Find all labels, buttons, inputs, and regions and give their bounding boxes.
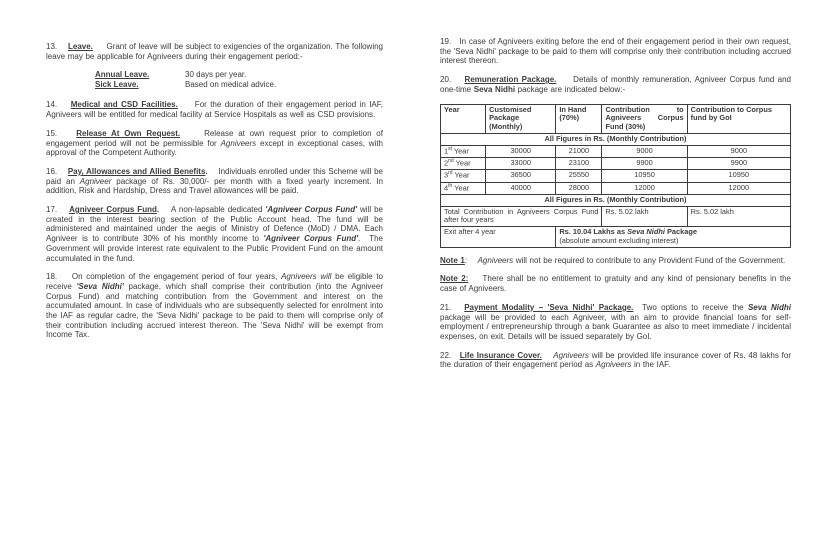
total-contribution-label: Total Contribution in Agniveers Corpus Fund after four years — [441, 206, 602, 227]
paragraph-20-remuneration-package — [440, 75, 791, 94]
text-segment: Agniveer — [79, 176, 112, 186]
text-segment: Leave. — [67, 42, 93, 51]
col-header-customised-package: Customised Package (Monthly) — [486, 104, 556, 133]
text-segment: 14. — [46, 100, 71, 110]
leave-entitlement-value: 30 days per year. — [185, 70, 247, 80]
text-segment: Life Insurance Cover. — [459, 350, 542, 360]
text-segment: . The Government will provide interest rate equivalent to the Public Provident Fund on the amount accumulated in the fund. — [46, 234, 384, 263]
text-segment: Release at own request prior to completion of engagement period will not be permissible for — [46, 128, 383, 148]
text-segment: in the IAF. — [631, 360, 671, 370]
paragraph-19-exit-before-end — [440, 37, 791, 66]
paragraph-16-pay-allowances — [46, 167, 383, 196]
text-segment: Agniveers will — [281, 272, 332, 282]
right-page-column — [440, 37, 791, 379]
text-segment: 20. — [440, 75, 465, 85]
text-segment: Note 2: — [440, 274, 469, 284]
text-segment: be eligible to receive — [46, 272, 383, 291]
text-segment: 15. — [46, 128, 77, 138]
text-segment: Agniveer Corpus Fund — [69, 205, 157, 215]
text-segment: will not be required to contribute to any Provident Fund of the Government. — [513, 255, 786, 265]
cell-corpus-goi: 9900 — [687, 157, 790, 169]
text-segment — [542, 351, 553, 360]
text-segment: 16. — [46, 166, 68, 176]
cell-corpus-goi: 9000 — [687, 145, 790, 157]
col-header-contribution-goi: Contribution to Corpus fund by GoI — [687, 104, 790, 133]
table-row — [441, 145, 791, 157]
text-segment: There shall be no entitlement to gratuity and any kind of pensionary benefits in the case of Agniveers. — [440, 274, 792, 294]
leave-type-label: Annual Leave. — [95, 70, 150, 80]
cell-corpus-goi: 12000 — [687, 182, 790, 194]
paragraph-14-medical-csd — [46, 100, 383, 119]
text-segment: Payment Modality – 'Seva Nidhi' Package. — [464, 302, 634, 312]
text-segment: Individuals enrolled under this Scheme will be paid an — [46, 166, 383, 186]
text-segment: package will be provided to each Agniveer, with an aim to provide financial loans for self-employment / entrepreneurship through a bank Guarantee as also to meet immediate / incidental expenses, on exit. Details will be issued separately by GoI. — [440, 312, 791, 341]
cell-package: 33000 — [486, 157, 556, 169]
text-segment: : — [464, 255, 478, 265]
cell-in-hand: 21000 — [556, 145, 602, 157]
table-row — [441, 170, 791, 182]
table-subheader-row-2 — [441, 194, 791, 206]
table-subheader-row — [441, 133, 791, 145]
text-segment: 13. — [46, 42, 68, 51]
text-segment: Agniveers — [220, 138, 257, 148]
text-segment: except in exceptional cases, with approval of the Competent Authority. — [46, 138, 384, 158]
text-segment: Two options to receive the — [633, 302, 748, 312]
exit-row-value — [556, 227, 791, 248]
total-contribution-value-b: Rs. 5.02 lakh — [687, 206, 790, 227]
text-segment: 19. In case of Agniveers exiting before the end of their engagement period in their own request, the 'Seva Nidhi' package to be paid to them will comprise only their contribution including accrued interest thereon. — [440, 37, 791, 66]
exit-row-label: Exit after 4 year — [441, 227, 556, 248]
text-segment: 18. On completion of the engagement period of four years, — [46, 272, 282, 282]
text-segment: 'Agniveer Corpus Fund' — [263, 234, 359, 244]
cell-corpus-30: 9000 — [602, 145, 687, 157]
exit-row — [441, 227, 791, 248]
exit-row-note: (absolute amount excluding interest) — [559, 235, 679, 245]
table-subheader-2: All Figures in Rs. (Monthly Contribution) — [441, 194, 791, 206]
seva-nidhi-label: Seva Nidhi — [627, 227, 665, 237]
text-segment: Grant of leave will be subject to exigencies of the organization. The following leave may be applicable for Agniveers during their engagement period:- — [46, 42, 383, 61]
cell-year: 4th Year — [441, 182, 486, 194]
paragraph-13-leave — [46, 42, 383, 61]
leave-type-label: Sick Leave. — [95, 80, 139, 90]
table-subheader: All Figures in Rs. (Monthly Contribution) — [441, 133, 791, 145]
cell-corpus-30: 10950 — [602, 170, 687, 182]
text-segment: Note 1 — [440, 255, 465, 265]
col-header-year: Year — [441, 104, 486, 133]
table-row — [441, 182, 791, 194]
col-header-in-hand: In Hand (70%) — [556, 104, 602, 133]
text-segment: Remuneration Package. — [464, 75, 557, 85]
text-segment: package of Rs. 30,000/- per month with a fixed yearly increment. In addition, Risk and Hardship, Dress and Travel allowances will be paid. — [46, 176, 383, 196]
note-2 — [440, 274, 791, 293]
text-segment: will be provided life insurance cover of Rs. 48 lakhs for the duration of their engagement period as — [440, 350, 792, 370]
table-row — [441, 157, 791, 169]
paragraph-17-agniveer-corpus-fund — [46, 205, 383, 263]
leave-entitlement-value: Based on medical advice. — [185, 80, 277, 90]
text-segment: For the duration of their engagement period in IAF, Agniveers will be entitled for medical facility at Service Hospitals as well as CSD provisions. — [46, 100, 383, 120]
note-1 — [440, 256, 791, 266]
remuneration-table — [440, 104, 791, 248]
text-segment: 21. — [440, 302, 465, 312]
text-segment: Details of monthly remuneration, Agniveer Corpus fund and one-time — [440, 75, 791, 94]
text-segment: will be created in the interest bearing section of the Public Account head. The fund will be administered and maintained under the aegis of Ministry of Defence (MoD) / DMA. Each Agniveer is to contribute 30% of his monthly income to — [46, 205, 383, 244]
paragraph-15-release-own-request — [46, 129, 383, 158]
text-segment: . — [205, 166, 208, 176]
text-segment: Agniveers — [595, 360, 632, 370]
total-contribution-row — [441, 206, 791, 227]
leave-row — [95, 80, 383, 90]
cell-in-hand: 23100 — [556, 157, 602, 169]
text-segment: Medical and CSD Facilities. — [70, 100, 178, 110]
leave-list — [95, 70, 383, 90]
cell-corpus-goi: 10950 — [687, 170, 790, 182]
col-header-contribution-corpus: Contribution to Agniveers Corpus Fund (30%) — [602, 104, 687, 133]
text-segment: 'Seva Nidhi' — [76, 281, 124, 291]
text-segment: Seva Nidhi — [473, 84, 516, 94]
cell-year: 1st Year — [441, 145, 486, 157]
paragraph-22-life-insurance — [440, 351, 791, 370]
text-segment: Pay, Allowances and Allied Benefits — [67, 166, 206, 176]
leave-row — [95, 70, 383, 80]
text-segment: package are indicated below:- — [515, 84, 626, 94]
cell-package: 36500 — [486, 170, 556, 182]
text-segment: Agniveers — [477, 255, 514, 265]
cell-package: 40000 — [486, 182, 556, 194]
text-segment: . — [156, 205, 160, 215]
text-segment: Agniveers — [553, 350, 589, 360]
cell-corpus-30: 12000 — [602, 182, 687, 194]
cell-year: 3rd Year — [441, 170, 486, 182]
cell-in-hand: 25550 — [556, 170, 602, 182]
total-contribution-value-a: Rs. 5.02 lakh — [602, 206, 687, 227]
text-segment: 'Agniveer Corpus Fund' — [265, 205, 357, 215]
text-segment: Seva Nidhi — [747, 302, 791, 312]
cell-corpus-30: 9900 — [602, 157, 687, 169]
left-page-column — [46, 42, 383, 349]
paragraph-21-payment-modality — [440, 303, 791, 342]
table-header-row — [441, 104, 791, 133]
paragraph-18-seva-nidhi-completion — [46, 272, 383, 340]
text-segment: A non-lapsable dedicated — [159, 205, 266, 215]
text-segment: Release At Own Request. — [76, 128, 181, 138]
text-segment: package, which shall comprise their contribution (into the Agniveer Corpus Fund) and matching contribution from the Government and interest on the accumulated amount. In case of individuals who are subsequently selected for enrolment into the IAF as regular cadre, the 'Seva Nidhi' package to be paid to them will comprise only of their contribution including accrued interest thereon. The 'Seva Nidhi' will be exempt from Income Tax. — [46, 281, 383, 340]
cell-package: 30000 — [486, 145, 556, 157]
cell-in-hand: 28000 — [556, 182, 602, 194]
exit-row-amount: Rs. 10.04 Lakhs as Seva Nidhi Package — [559, 227, 697, 237]
text-segment: 22. — [440, 350, 460, 360]
text-segment: 17. — [46, 205, 70, 215]
cell-year: 2nd Year — [441, 157, 486, 169]
